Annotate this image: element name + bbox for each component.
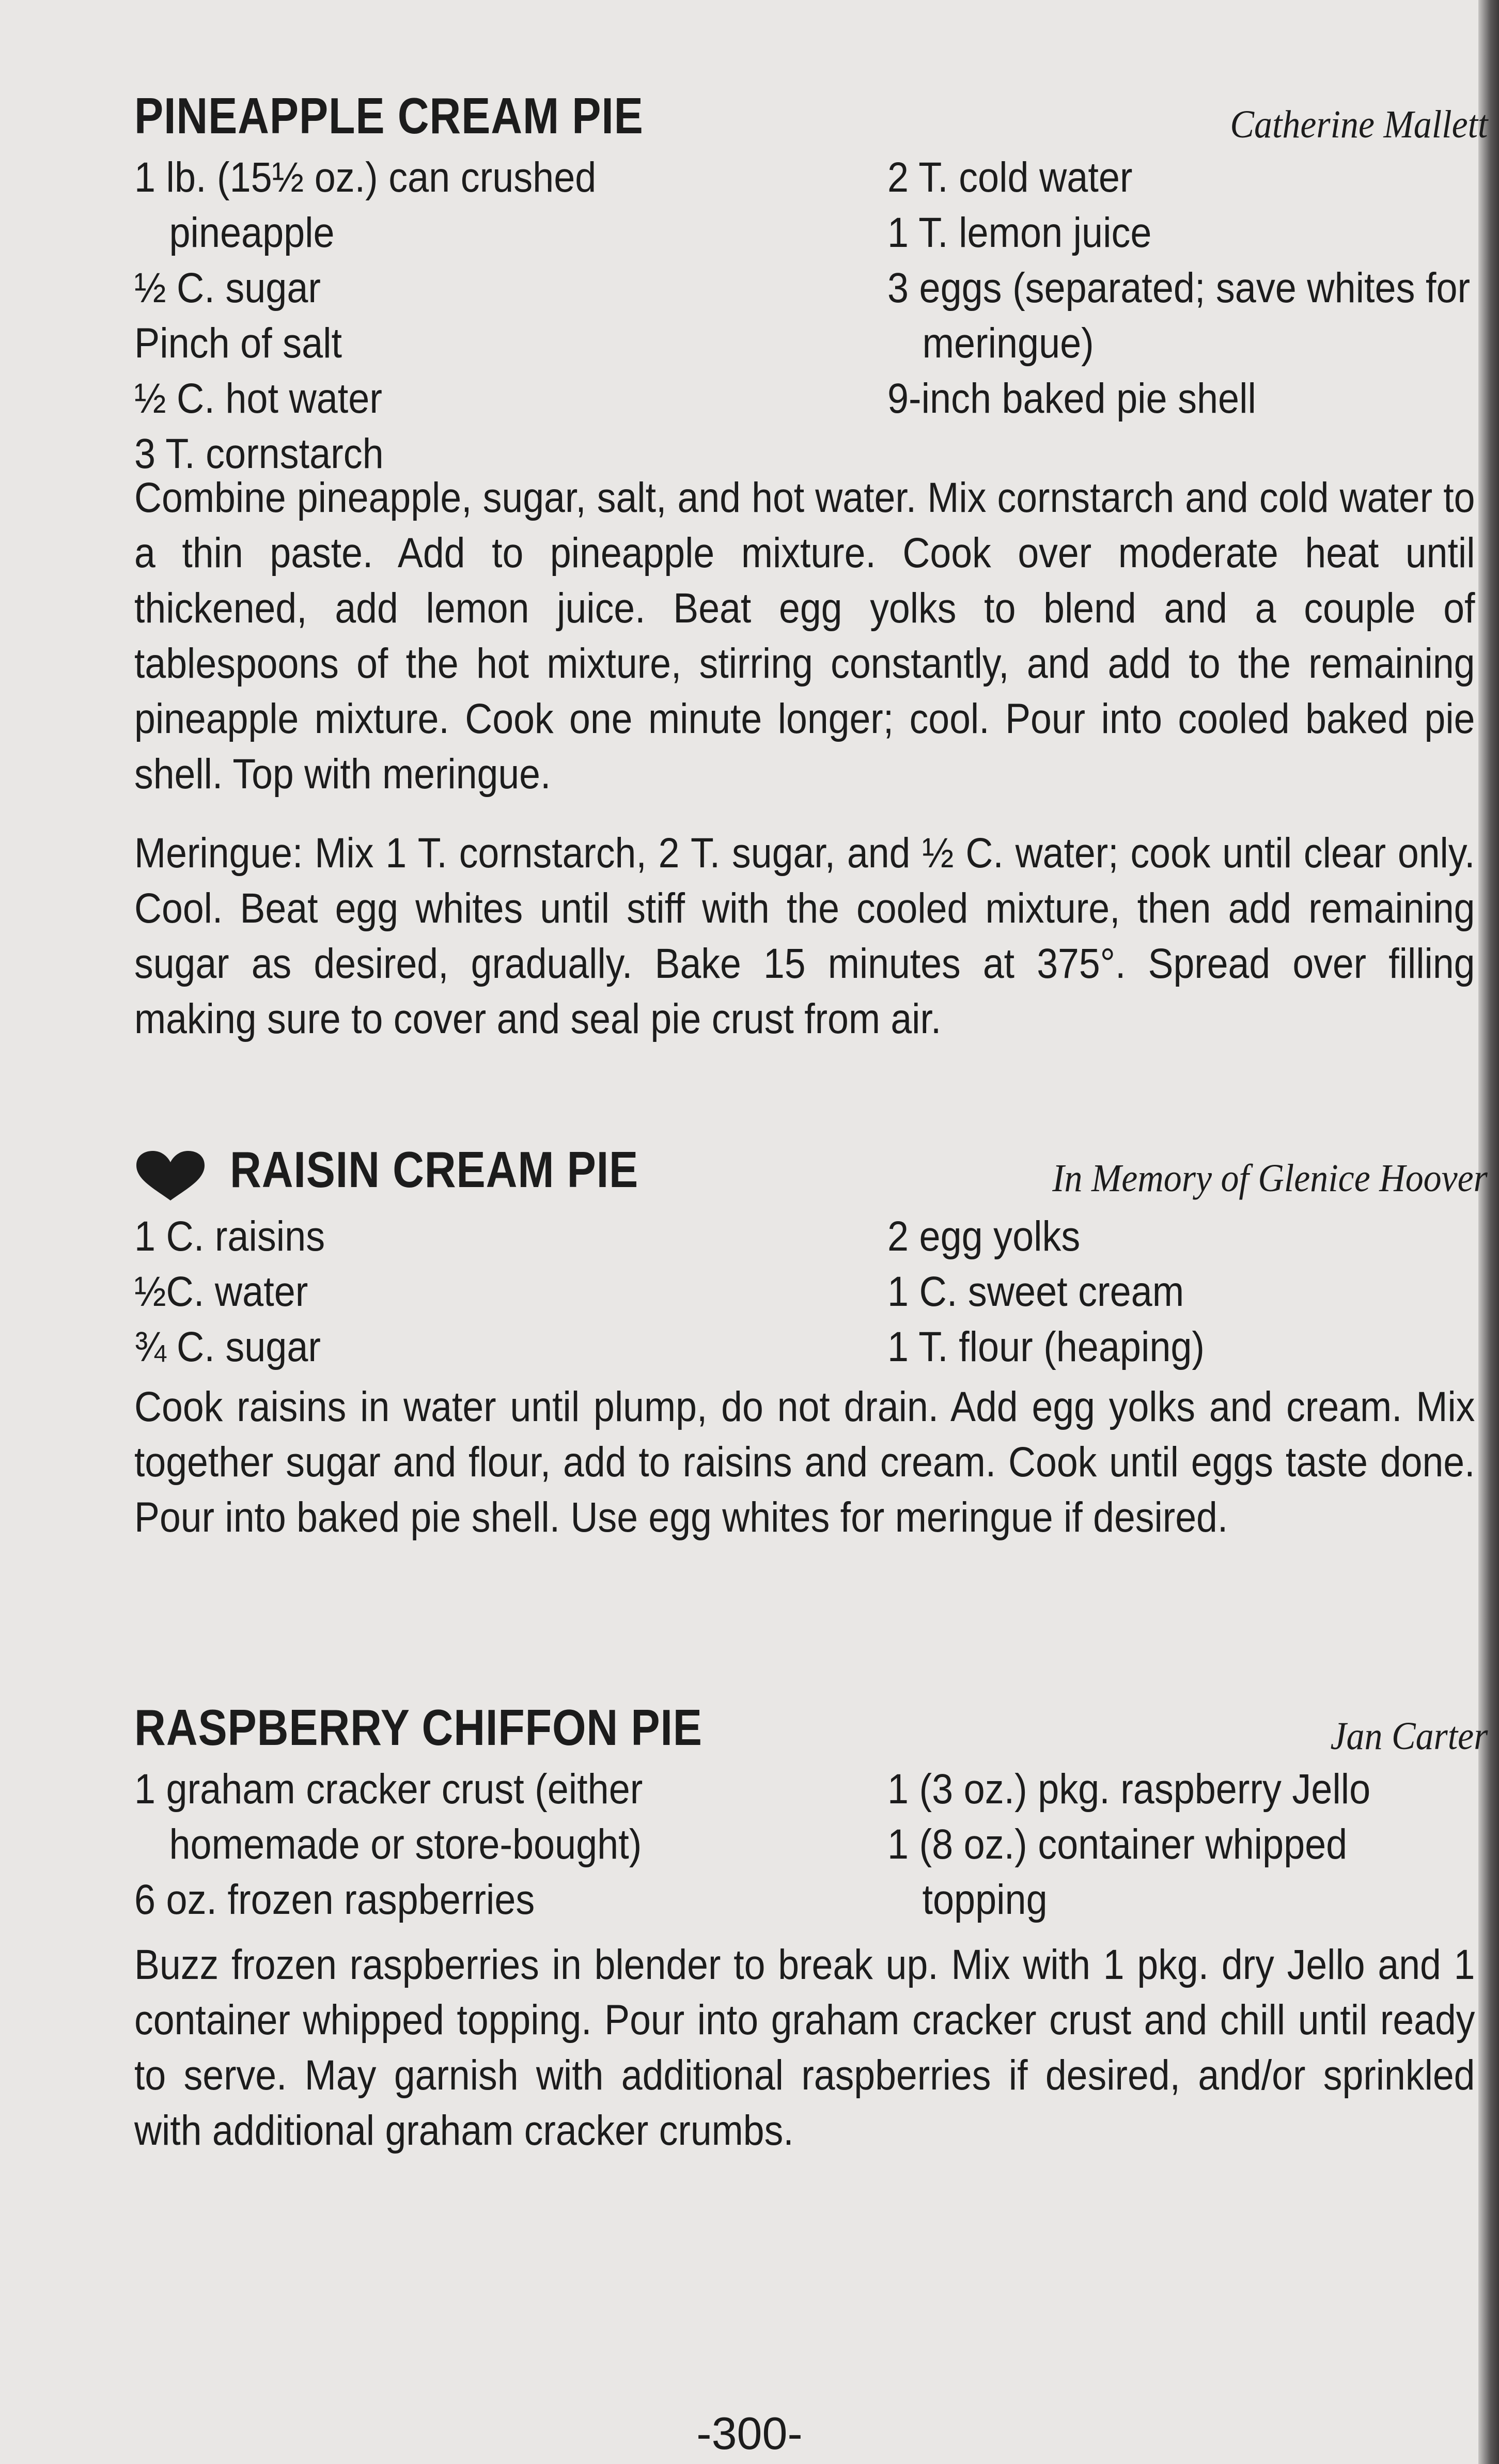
ingredient-column-right	[887, 1209, 1205, 1375]
recipe-author: Jan Carter	[1330, 1714, 1488, 1758]
recipe-pineapple-cream-pie	[134, 77, 1488, 1131]
directions-paragraph: Buzz frozen raspberries in blender to break up. Mix with 1 pkg. dry Jello and 1 container whipped topping. Pour into graham cracker crust and chill until ready to serve. May garnish with additional raspberries if desired, and/or sprinkled with additional graham cracker crumbs.	[134, 1941, 1475, 2154]
ingredient-item: 3 T. cornstarch	[134, 430, 384, 477]
ingredient-item: 1 T. lemon juice	[887, 209, 1152, 256]
recipe-header	[134, 1689, 1488, 1756]
recipe-content	[134, 77, 1488, 2206]
ingredient-item: ½C. water	[134, 1268, 308, 1315]
ingredient-item: 1 lb. (15½ oz.) can crushed pineapple	[134, 154, 597, 256]
ingredient-column-left	[134, 1761, 785, 1927]
ingredient-item: ½ C. sugar	[134, 264, 321, 311]
meringue-paragraph: Meringue: Mix 1 T. cornstarch, 2 T. sugar, and ½ C. water; cook until clear only. Cool. Beat egg whites until stiff with the cooled mixture, then add remaining sugar as desired, gradually. Bake 15 minutes at 375°. Spread over filling making sure to cover and seal pie crust from air.	[134, 830, 1475, 1042]
directions-paragraph: Combine pineapple, sugar, salt, and hot water. Mix cornstarch and cold water to a thin paste. Add to pineapple mixture. Cook over moderate heat until thickened, add lemon juice. Beat egg yolks to blend and a couple of tablespoons of the hot mixture, stirring constantly, and add to the remaining pineapple mixture. Cook one minute longer; cool. Pour into cooled baked pie shell. Top with meringue.	[134, 474, 1475, 798]
ingredient-item: 1 (8 oz.) container whipped topping	[887, 1821, 1348, 1923]
recipe-title: RASPBERRY CHIFFON PIE	[134, 1699, 702, 1756]
ingredient-item: 1 T. flour (heaping)	[887, 1323, 1205, 1370]
recipe-author: In Memory of Glenice Hoover	[1052, 1157, 1488, 1200]
ingredient-item: 9-inch baked pie shell	[887, 375, 1256, 422]
ingredient-item: Pinch of salt	[134, 320, 342, 367]
ingredient-item: ½ C. hot water	[134, 375, 382, 422]
ingredient-item: 1 (3 oz.) pkg. raspberry Jello	[887, 1766, 1371, 1813]
recipe-directions	[134, 1937, 1475, 2158]
recipe-directions	[134, 470, 1475, 1047]
ingredient-item: 1 C. sweet cream	[887, 1268, 1184, 1315]
ingredient-column-left	[134, 150, 762, 481]
ingredient-item: ¾ C. sugar	[134, 1323, 321, 1370]
recipe-title: RAISIN CREAM PIE	[230, 1141, 639, 1198]
recipe-raspberry-chiffon-pie	[134, 1689, 1488, 2206]
ingredient-item: 3 eggs (separated; save whites for meringue)	[887, 264, 1471, 367]
ingredient-item: 1 graham cracker crust (either homemade or store-bought)	[134, 1766, 643, 1868]
recipe-raisin-cream-pie	[134, 1131, 1488, 1689]
ingredient-item: 1 C. raisins	[134, 1213, 325, 1260]
recipe-directions	[134, 1379, 1475, 1545]
ingredient-column-right	[887, 1761, 1469, 1927]
recipe-title: PINEAPPLE CREAM PIE	[134, 87, 644, 144]
recipe-header	[134, 77, 1488, 145]
ingredient-list	[134, 150, 1471, 477]
ingredient-item: 6 oz. frozen raspberries	[134, 1876, 535, 1923]
ingredient-item: 2 egg yolks	[887, 1213, 1081, 1260]
ingredient-column-right	[887, 150, 1499, 426]
ingredient-item: 2 T. cold water	[887, 154, 1133, 201]
directions-paragraph: Cook raisins in water until plump, do not drain. Add egg yolks and cream. Mix together sugar and flour, add to raisins and cream. Cook until eggs taste done. Pour into baked pie shell. Use egg whites for meringue if desired.	[134, 1383, 1475, 1541]
ingredient-list	[134, 1209, 1352, 1379]
ingredient-column-left	[134, 1209, 325, 1375]
recipe-header	[134, 1131, 1488, 1198]
ingredient-list	[134, 1761, 1371, 1937]
page-number: -300-	[696, 2408, 803, 2459]
heart-icon	[134, 1150, 207, 1202]
recipe-author: Catherine Mallett	[1229, 103, 1488, 146]
